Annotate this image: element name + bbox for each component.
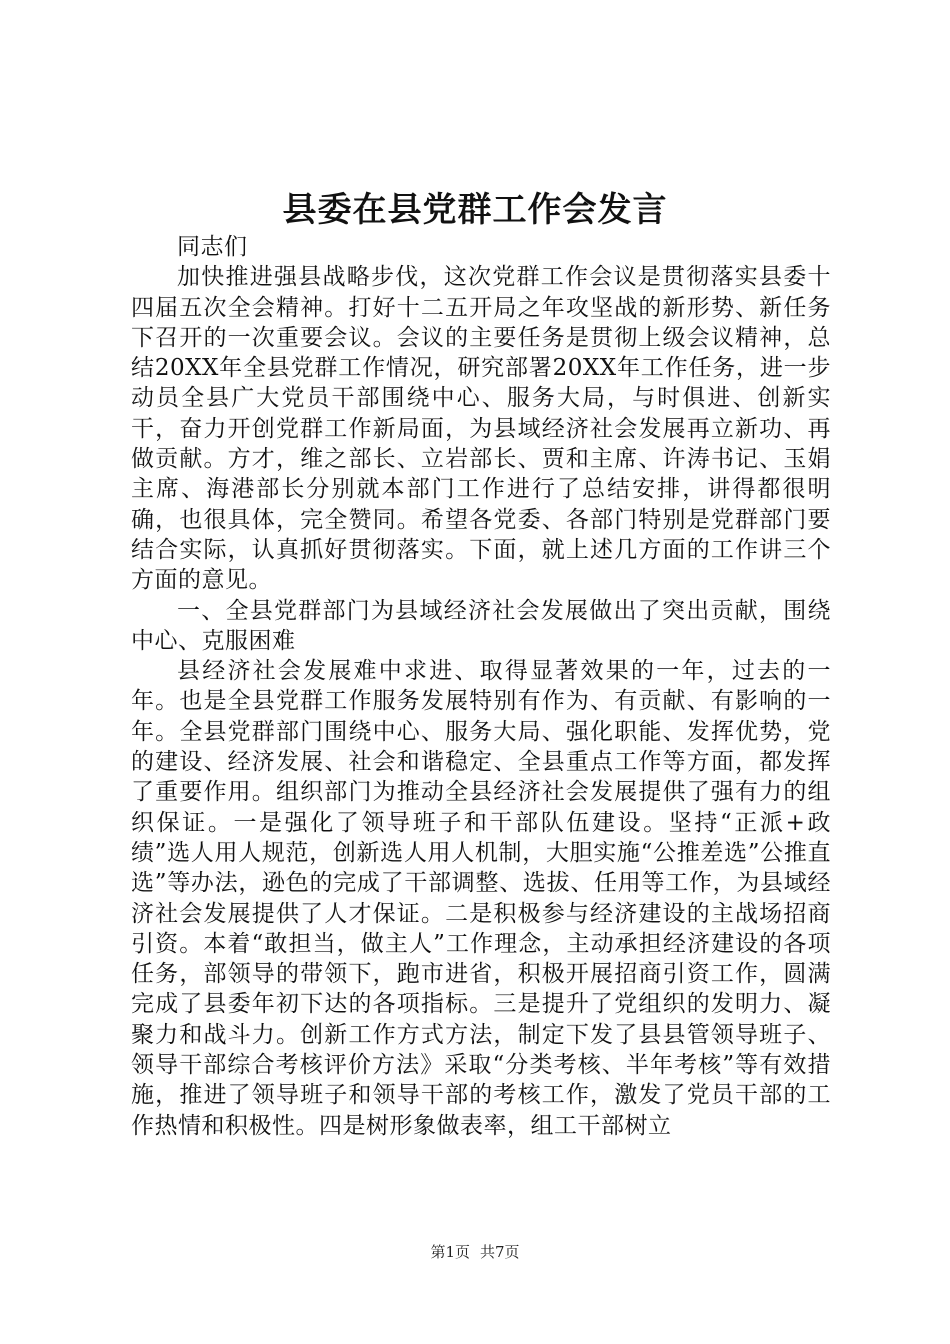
page-number-total: 共7页 (480, 1243, 520, 1261)
document-title: 县委在县党群工作会发言 (282, 190, 668, 230)
document-body (131, 232, 831, 1141)
salutation-paragraph: 同志们 (177, 234, 248, 260)
intro-paragraph: 加快推进强县战略步伐，这次党群工作会议是贯彻落实县委十四届五次全会精神。打好十二五开局之年攻坚战的新形势、新任务下召开的一次重要会议。会议的主要任务是贯彻上级会议精神，总结20XX年全县党群工作情况，研究部署20XX年工作任务，进一步动员全县广大党员干部围绕中心、服务大局，与时俱进、创新实干，奋力开创党群工作新局面，为县域经济社会发展再立新功、再做贡献。方才，维之部长、立岩部长、贾和主席、许涛书记、玉娟主席、海港部长分别就本部门工作进行了总结安排，讲得都很明确，也很具体，完全赞同。希望各党委、各部门特别是党群部门要结合实际，认真抓好贯彻落实。下面，就上述几方面的工作讲三个方面的意见。 (131, 264, 831, 594)
page-footer (0, 1242, 950, 1262)
section-body-paragraph: 县经济社会发展难中求进、取得显著效果的一年，过去的一年。也是全县党群工作服务发展特别有作为、有贡献、有影响的一年。全县党群部门围绕中心、服务大局、强化职能、发挥优势，党的建设、经济发展、社会和谐稳定、全县重点工作等方面，都发挥了重要作用。组织部门为推动全县经济社会发展提供了强有力的组织保证。一是强化了领导班子和干部队伍建设。坚持“正派+政绩”选人用人规范，创新选人用人机制，大胆实施“公推差选”公推直选”等办法，逊色的完成了干部调整、选拔、任用等工作，为县域经济社会发展提供了人才保证。二是积极参与经济建设的主战场招商引资。本着“敢担当，做主人”工作理念，主动承担经济建设的各项任务，部领导的带领下，跑市进省，积极开展招商引资工作，圆满完成了县委年初下达的各项指标。三是提升了党组织的发明力、凝聚力和战斗力。创新工作方式方法，制定下发了县县管领导班子、领导干部综合考核评价方法》采取“分类考核、半年考核”等有效措施，推进了领导班子和领导干部的考核工作，激发了党员干部的工作热情和积极性。四是树形象做表率，组工干部树立 (131, 658, 831, 1139)
page-number-current: 第1页 (430, 1243, 470, 1261)
section-heading-paragraph: 一、全县党群部门为县域经济社会发展做出了突出贡献，围绕中心、克服困难 (131, 597, 831, 654)
